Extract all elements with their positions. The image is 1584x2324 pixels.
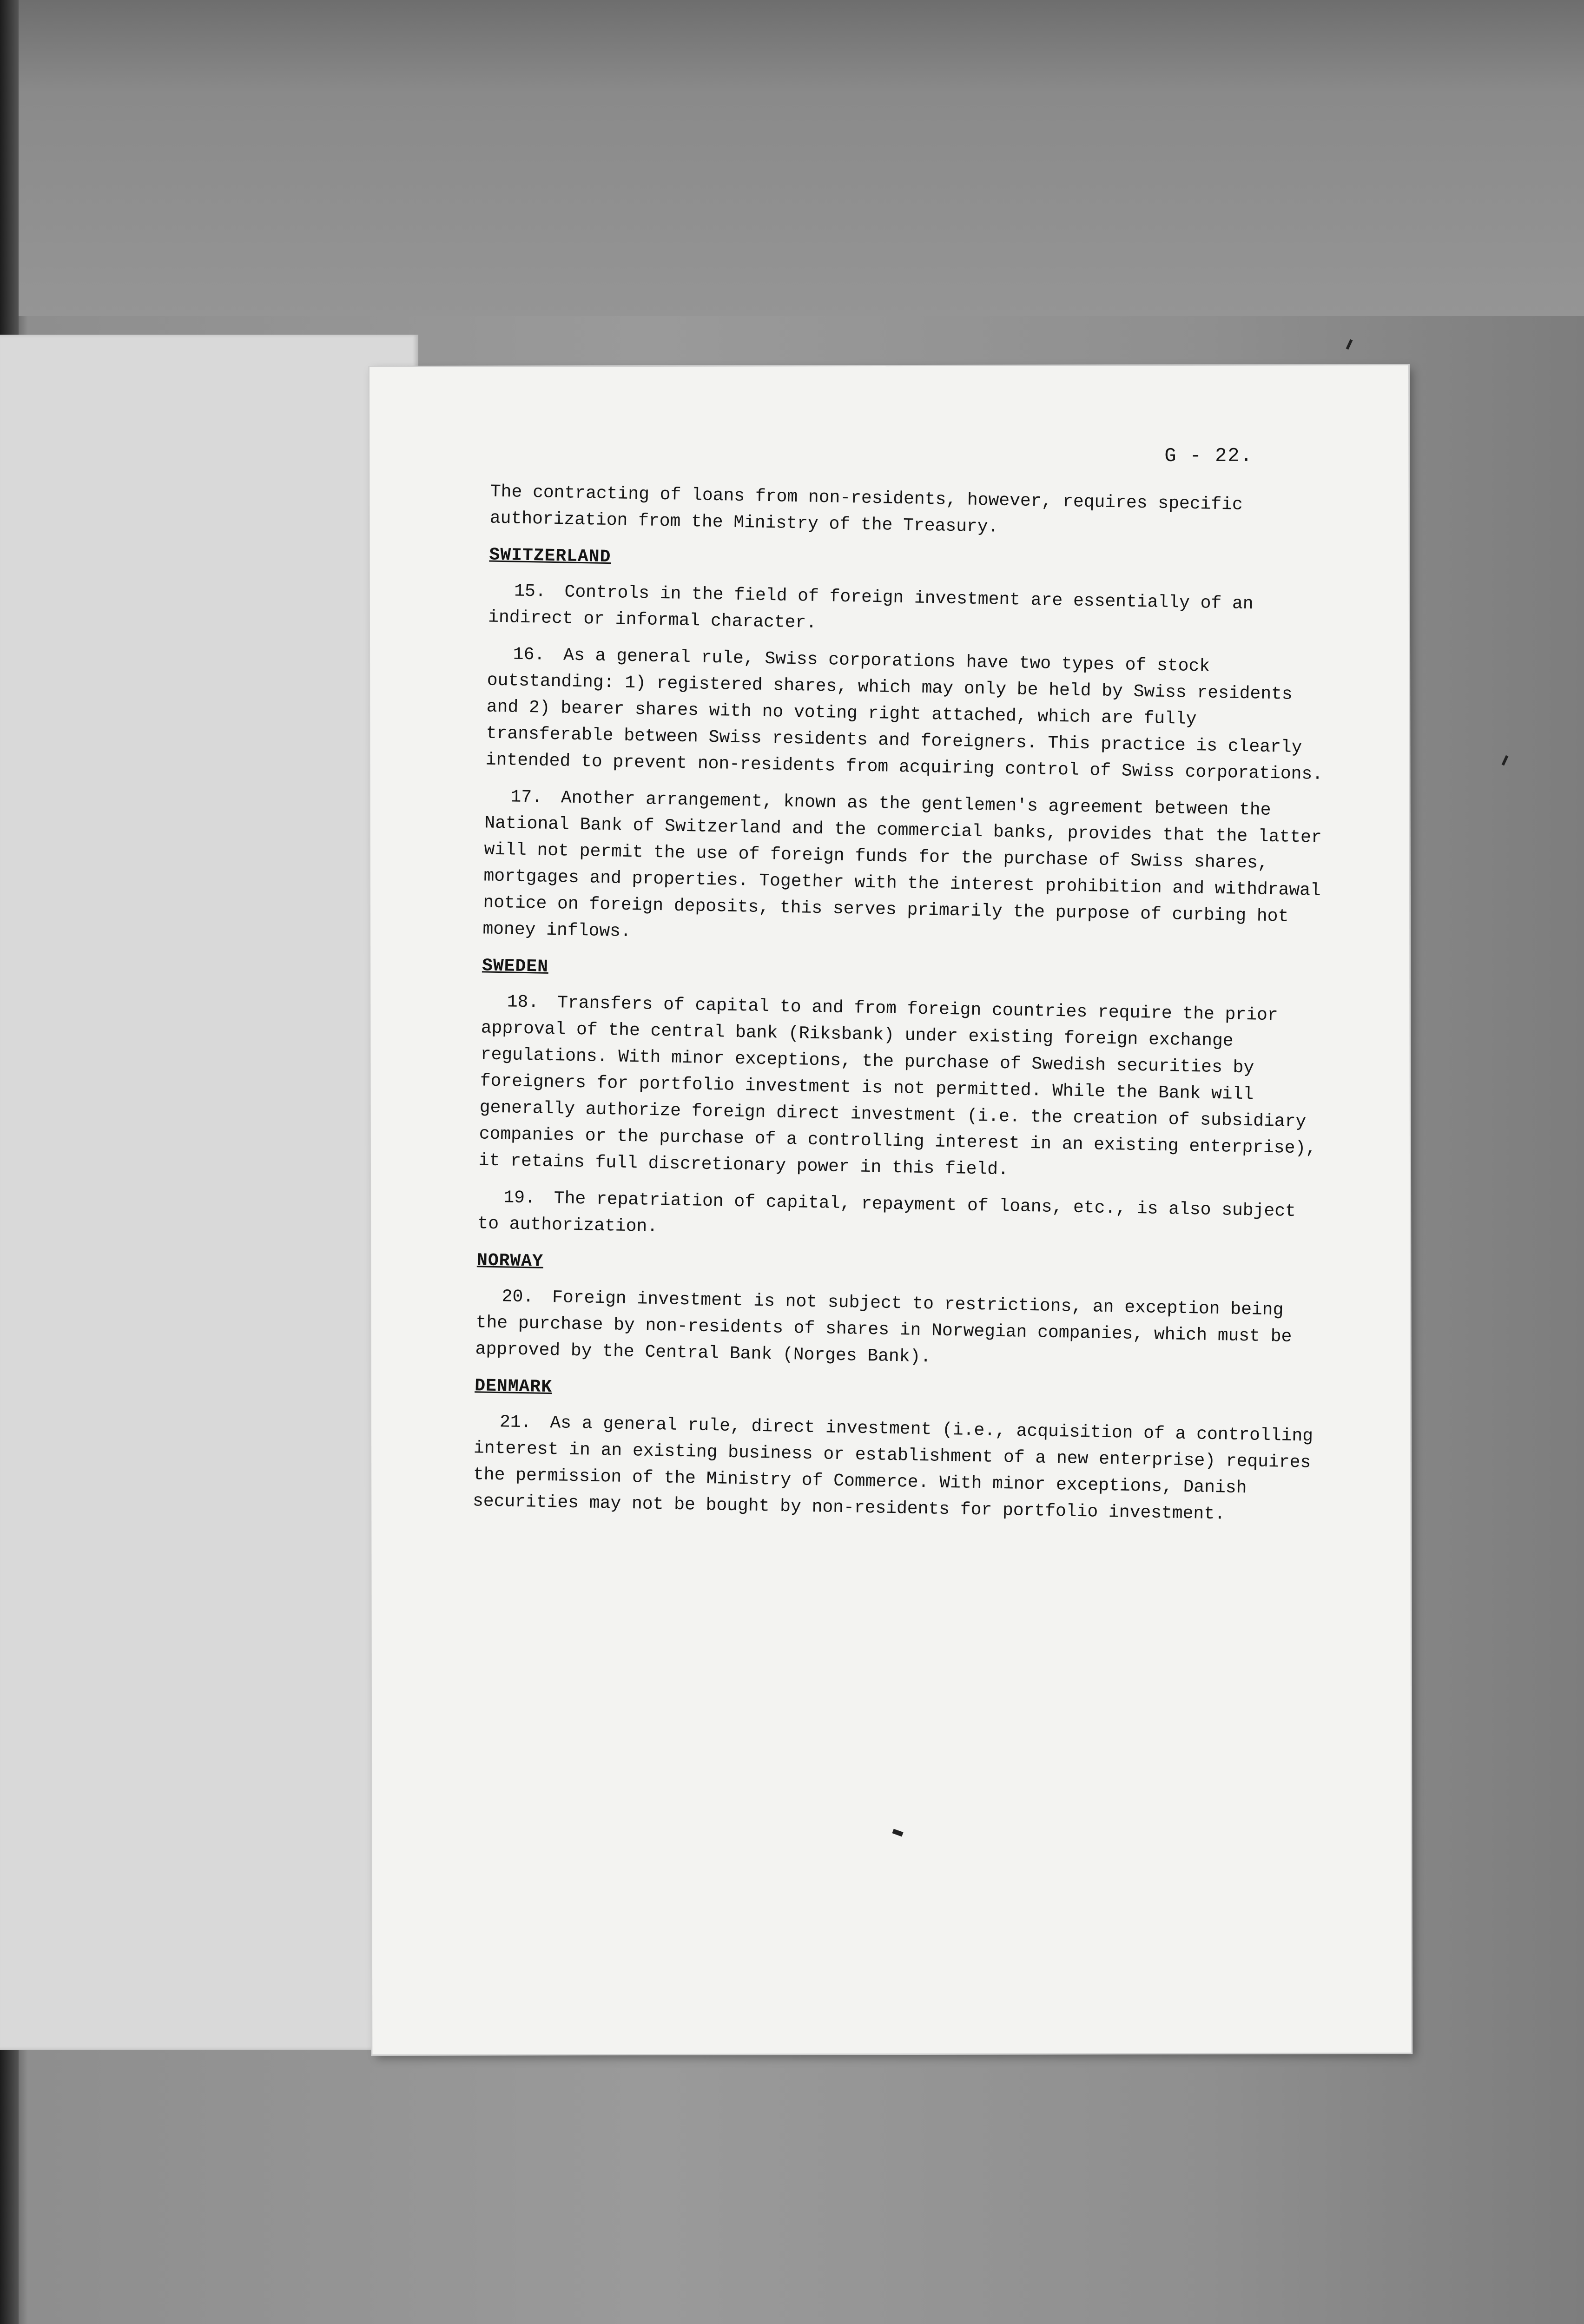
paragraph [477,1184,1324,1252]
paragraph-text: The repatriation of capital, repayment of loans, etc., is also subject to authorization. [477,1188,1296,1237]
ink-tick [1346,339,1353,350]
paragraph [473,1408,1320,1529]
paragraph-text: Foreign investment is not subject to restrictions, an exception being the purchase by non-residents of shares in Norwegian companies, which must be approved by the Central Bank (Norges Bank). [475,1287,1292,1367]
paragraph-number: 17. [510,787,543,808]
page-body [472,479,1336,1539]
page-number: G - 22. [1164,444,1253,468]
paragraph [488,578,1335,646]
paragraph-text: Transfers of capital to and from foreign countries require the prior approval of the central bank (Riksbank) under existing foreign exchange regulations. With minor exceptions, the purchase of Swedish securities by foreigners for portfolio investment is not permitted. While the Bank will generally authorize foreign direct investment (i.e. the creation of subsidiary companies or the purchase of a controlling interest in an existing enterprise), it retains full discretionary power in this field. [478,993,1317,1180]
paragraph-number: 15. [514,581,546,602]
section-heading: SWEDEN [482,956,549,977]
ink-mark [892,1829,903,1837]
paragraph [475,1283,1322,1377]
section-heading: NORWAY [476,1250,544,1272]
paragraph-number: 16. [513,644,545,665]
paragraph [489,479,1336,547]
paragraph-number: 19. [503,1188,536,1208]
paragraph [482,783,1331,957]
underlying-page [0,335,418,2050]
paragraph-text: Another arrangement, known as the gentlemen's agreement between the National Bank of Switzerland and the commercial banks, provides that the latter will not permit the use of foreign funds for the purchase of Swiss shares, mortgages and properties. Together with the interest prohibition and withdrawal notice on foreign deposits, this serves primarily the purpose of curbing hot money inflows. [482,788,1322,942]
paragraph-text: The contracting of loans from non-residents, however, requires specific authorization from the Ministry of the Treasury. [489,482,1243,537]
document-page [370,365,1411,2054]
ink-tick [1502,755,1509,766]
paragraph-text: As a general rule, Swiss corporations have two types of stock outstanding: 1) registered shares, which may only be held by Swiss residents and 2) bearer shares with no voting right attached, which are fully transferable between Swiss residents and foreigners. This practice is clearly intended to prevent non-residents from acquiring control of Swiss corporations. [485,645,1323,785]
paragraph-text: Controls in the field of foreign investment are essentially of an indirect or informal character. [488,582,1254,633]
paragraph-number: 21. [499,1412,532,1433]
paragraph-number: 18. [507,992,539,1013]
paragraph [485,640,1333,788]
scanner-background-top [0,0,1584,316]
paragraph-text: As a general rule, direct investment (i.e., acquisition of a controlling interest in an existing business or establishment of a new enterprise) requires the permission of the Ministry of Commerce. With minor exceptions, Danish securities may not be bought by non-residents for portfolio investment. [472,1413,1313,1525]
paragraph-number: 20. [502,1287,534,1307]
section-heading: SWITZERLAND [489,545,611,568]
section-heading: DENMARK [474,1376,553,1398]
paragraph [478,988,1327,1188]
